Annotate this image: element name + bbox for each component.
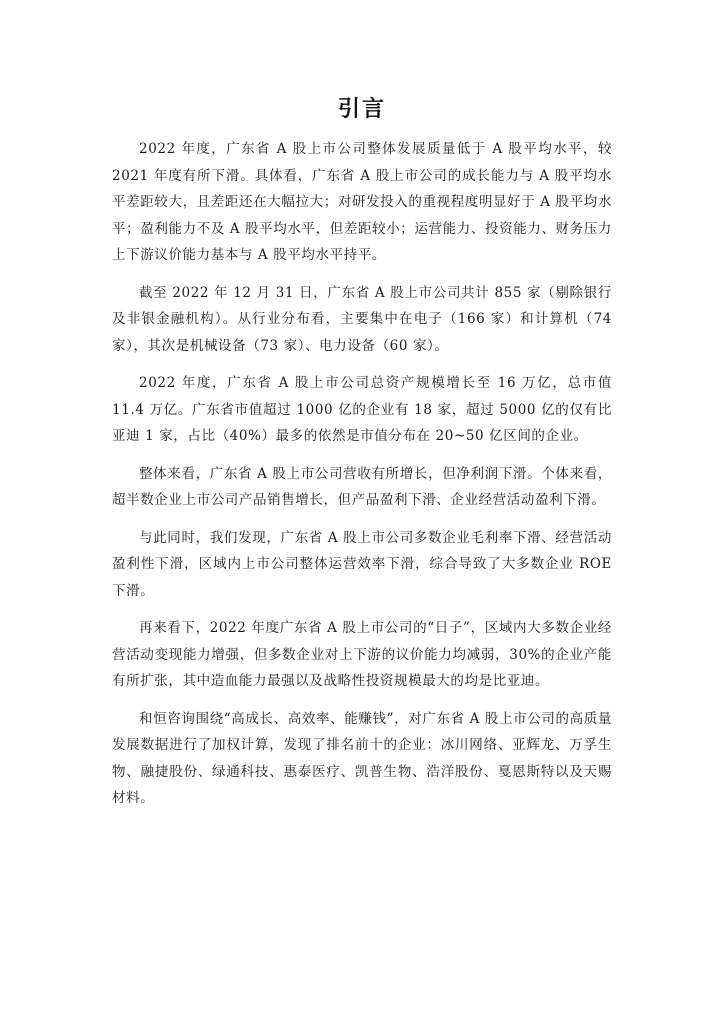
- paragraph: 2022 年度，广东省 A 股上市公司整体发展质量低于 A 股平均水平，较 2021 年度有所下滑。具体看，广东省 A 股上市公司的成长能力与 A 股平均水平差距较大，且差距还在大幅拉大；对研发投入的重视程度明显好于 A 股平均水平；盈利能力不及 A 股平均水平，但差距较小；运营能力、投资能力、财务压力上下游议价能力基本与 A 股平均水平持平。: [112, 141, 612, 263]
- paragraph: 再来看下，2022 年度广东省 A 股上市公司的“日子”，区域内大多数企业经营活动变现能力增强，但多数企业对上下游的议价能力均减弱，30%的企业产能有所扩张，其中造血能力最强以及战略性投资规模最大的均是比亚迪。: [112, 620, 612, 689]
- paragraph: 整体来看，广东省 A 股上市公司营收有所增长，但净利润下滑。个体来看，超半数企业上市公司产品销售增长，但产品盈利下滑、企业经营活动盈利下滑。: [112, 465, 612, 508]
- paragraph: 2022 年度，广东省 A 股上市公司总资产规模增长至 16 万亿，总市值 11.4 万亿。广东省市值超过 1000 亿的企业有 18 家，超过 5000 亿的仅有比亚迪 1 家，占比（40%）最多的依然是市值分布在 20~50 亿区间的企业。: [112, 375, 612, 444]
- paragraph: 截至 2022 年 12 月 31 日，广东省 A 股上市公司共计 855 家（剔除银行及非银金融机构）。从行业分布看，主要集中在电子（166 家）和计算机（74 家），其次是机械设备（73 家）、电力设备（60 家）。: [112, 284, 612, 354]
- paragraph: 和恒咨询围绕“高成长、高效率、能赚钱”，对广东省 A 股上市公司的高质量发展数据进行了加权计算，发现了排名前十的企业：冰川网络、亚辉龙、万孚生物、融捷股份、绿通科技、惠泰医疗、凯普生物、浩洋股份、戛恩斯特以及天赐材料。: [112, 710, 612, 806]
- paragraph: 与此同时，我们发现，广东省 A 股上市公司多数企业毛利率下滑、经营活动盈利性下滑，区域内上市公司整体运营效率下滑，综合导致了大多数企业 ROE 下滑。: [112, 529, 612, 599]
- body-text: [112, 136, 612, 823]
- page-title: 引言: [337, 97, 386, 122]
